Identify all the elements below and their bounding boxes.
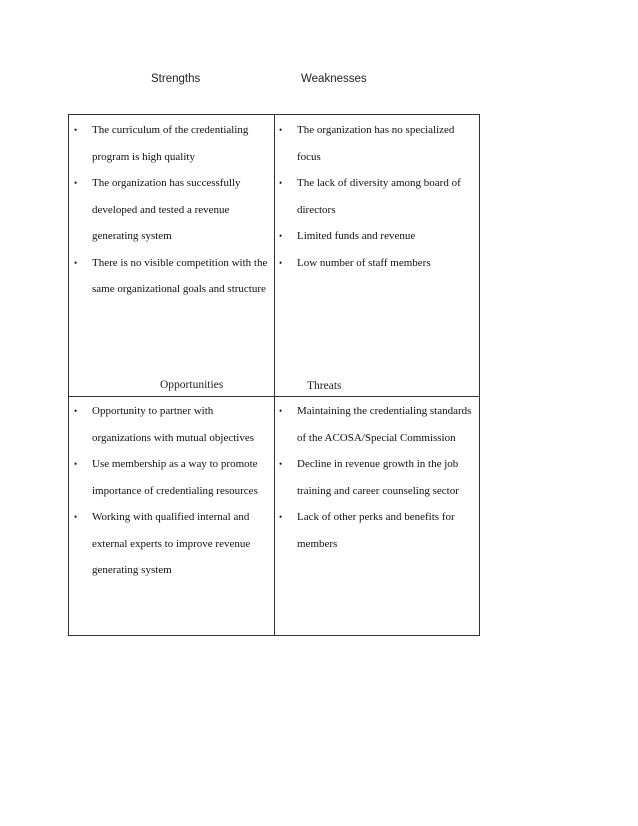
- list-item-text: The curriculum of the credentialing program is high quality: [92, 124, 249, 163]
- strengths-list: [74, 117, 274, 303]
- list-item-text: The lack of diversity among board of directors: [297, 177, 461, 216]
- table-vertical-divider: [274, 115, 275, 635]
- weaknesses-cell: [279, 117, 479, 276]
- threats-cell: [279, 398, 479, 557]
- list-item-text: Lack of other perks and benefits for members: [297, 511, 455, 550]
- threats-list: [279, 398, 479, 557]
- list-item-text: Working with qualified internal and external experts to improve revenue generating system: [92, 511, 251, 576]
- opportunities-list: [74, 398, 274, 584]
- list-item: [279, 250, 479, 277]
- weaknesses-heading: Weaknesses: [301, 73, 367, 85]
- strengths-cell: [74, 117, 274, 303]
- bullet-icon: •: [279, 125, 283, 135]
- list-item: [279, 117, 479, 170]
- bullet-icon: •: [279, 406, 283, 416]
- list-item-text: The organization has successfully developed and tested a revenue generating system: [92, 177, 241, 242]
- list-item-text: Decline in revenue growth in the job training and career counseling sector: [297, 458, 459, 497]
- list-item: [74, 170, 274, 250]
- list-item-text: There is no visible competition with the same organizational goals and structure: [92, 256, 268, 295]
- bullet-icon: •: [279, 512, 283, 522]
- list-item-text: Limited funds and revenue: [297, 230, 416, 242]
- strengths-heading: Strengths: [151, 73, 201, 85]
- list-item: [279, 223, 479, 250]
- opportunities-heading: Opportunities: [160, 379, 224, 391]
- list-item-text: Low number of staff members: [297, 256, 431, 269]
- list-item-text: Use membership as a way to promote importance of credentialing resources: [92, 458, 258, 497]
- weaknesses-list: [279, 117, 479, 276]
- bullet-icon: •: [279, 257, 283, 268]
- bullet-icon: •: [279, 231, 283, 241]
- list-item: [279, 451, 479, 504]
- bullet-icon: •: [74, 178, 78, 188]
- swot-table: [68, 114, 480, 636]
- table-horizontal-divider: [69, 396, 479, 397]
- list-item: [279, 504, 479, 557]
- bullet-icon: •: [279, 459, 283, 469]
- list-item-text: Maintaining the credentialing standards of the ACOSA/Special Commission: [297, 405, 472, 444]
- list-item: [279, 398, 479, 451]
- bullet-icon: •: [74, 512, 78, 522]
- bullet-icon: •: [74, 257, 78, 268]
- threats-heading: Threats: [307, 380, 342, 392]
- list-item: [74, 117, 274, 170]
- list-item: [74, 398, 274, 451]
- bullet-icon: •: [74, 125, 78, 135]
- bullet-icon: •: [74, 406, 78, 416]
- list-item-text: The organization has no specialized focus: [297, 124, 455, 163]
- opportunities-cell: [74, 398, 274, 584]
- list-item-text: Opportunity to partner with organizations with mutual objectives: [92, 405, 255, 444]
- bullet-icon: •: [74, 459, 78, 469]
- bullet-icon: •: [279, 178, 283, 188]
- list-item: [74, 250, 274, 303]
- list-item: [74, 451, 274, 504]
- list-item: [279, 170, 479, 223]
- list-item: [74, 504, 274, 584]
